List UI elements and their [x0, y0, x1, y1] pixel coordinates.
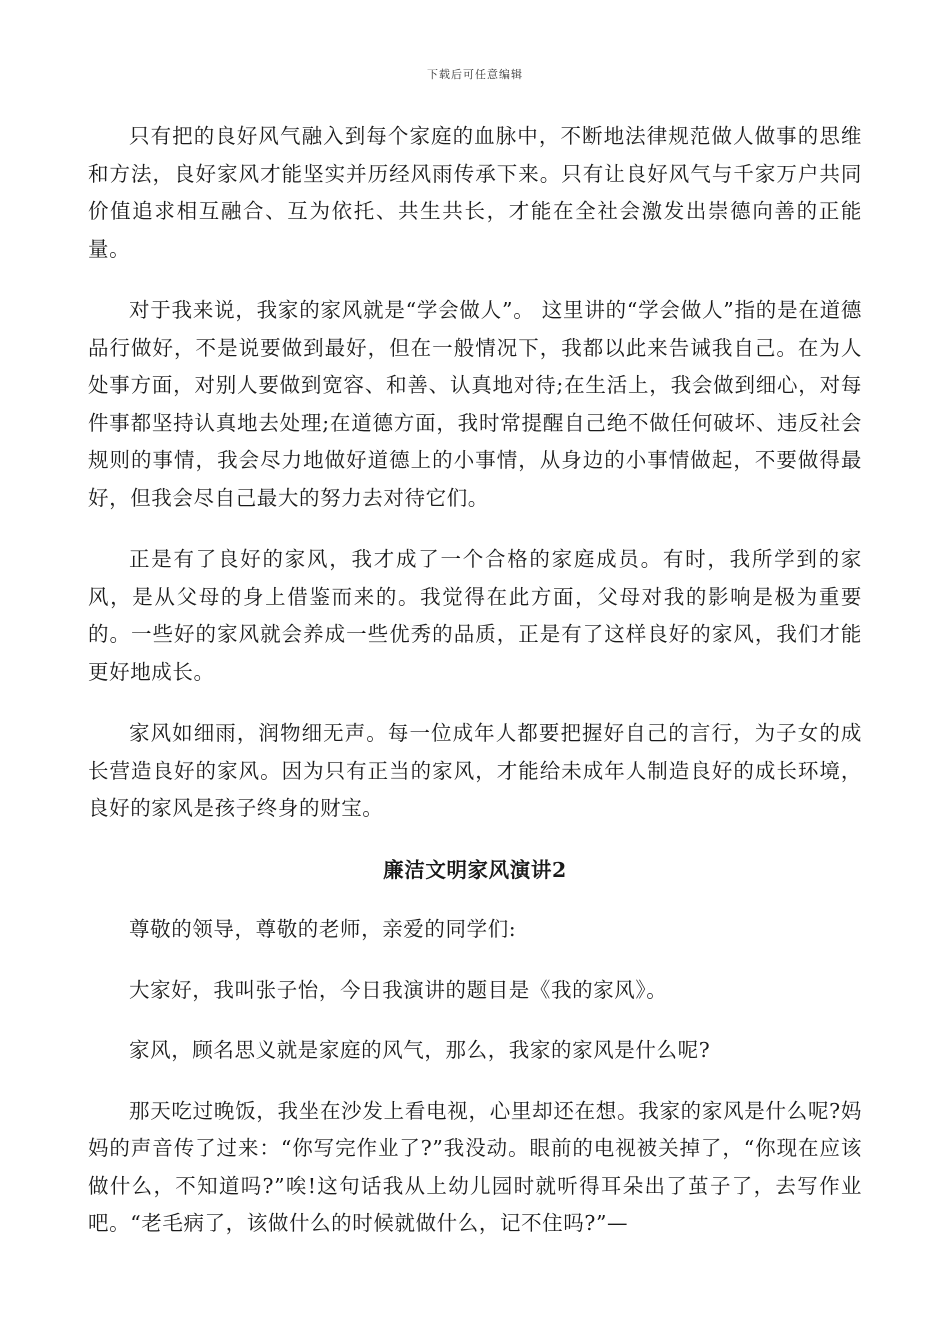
- paragraph: 大家好，我叫张子怡，今日我演讲的题目是《我的家风》。: [129, 977, 668, 1002]
- paragraph: 家风如细雨，润物细无声。每一位成年人都要把握好自己的言行，为子女的成长营造良好的家风。因为只有正当的家风，才能给未成年人制造良好的成长环境，良好的家风是孩子终身的财宝。: [88, 721, 862, 820]
- section-title: 廉洁文明家风演讲2: [383, 857, 567, 882]
- paragraph: 只有把的良好风气融入到每个家庭的血脉中，不断地法律规范做人做事的思维和方法，良好家风才能坚实并历经风雨传承下来。只有让良好风气与千家万户共同价值追求相互融合、互为依托、共生共长，才能在全社会激发出崇德向善的正能量。: [88, 124, 862, 261]
- document-body: [88, 118, 862, 1267]
- salutation: 尊敬的领导，尊敬的老师，亲爱的同学们:: [129, 917, 517, 941]
- paragraph: 对于我来说，我家的家风就是“学会做人”。 这里讲的“学会做人”指的是在道德品行做好，不是说要做到最好，但在一般情况下，我都以此来告诫我自己。在为人处事方面，对别人要做到宽容、和善、认真地对待;在生活上，我会做到细心，对每件事都坚持认真地去处理;在道德方面，我时常提醒自己绝不做任何破坏、违反社会规则的事情，我会尽力地做好道德上的小事情，从身边的小事情做起，不要做得最好，但我会尽自己最大的努力去对待它们。: [88, 298, 862, 510]
- header-note: 下载后可任意编辑: [427, 68, 523, 81]
- paragraph: 正是有了良好的家风，我才成了一个合格的家庭成员。有时，我所学到的家风，是从父母的身上借鉴而来的。我觉得在此方面，父母对我的影响是极为重要的。一些好的家风就会养成一些优秀的品质，正是有了这样良好的家风，我们才能更好地成长。: [88, 547, 862, 684]
- paragraph: 那天吃过晚饭，我坐在沙发上看电视，心里却还在想。我家的家风是什么呢?妈妈的声音传了过来：“你写完作业了?”我没动。眼前的电视被关掉了，“你现在应该做什么，不知道吗?”唉!这句话我从上幼儿园时就听得耳朵出了茧子了，去写作业吧。“老毛病了，该做什么的时候就做什么，记不住吗?”—: [88, 1098, 862, 1235]
- paragraph: 家风，顾名思义就是家庭的风气，那么，我家的家风是什么呢?: [129, 1038, 711, 1062]
